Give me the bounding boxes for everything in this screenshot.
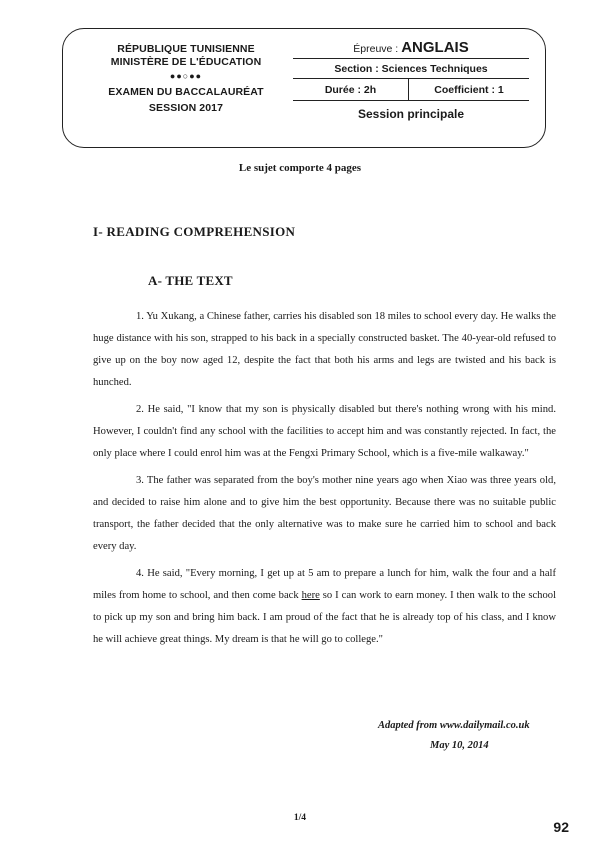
coefficient: Coefficient : 1 bbox=[434, 84, 504, 96]
pages-note: Le sujet comporte 4 pages bbox=[238, 162, 362, 174]
epreuve-subject: ANGLAIS bbox=[401, 39, 469, 56]
epreuve-row bbox=[293, 37, 529, 59]
duration-coefficient-row bbox=[293, 79, 529, 101]
country-name: RÉPUBLIQUE TUNISIENNE bbox=[117, 43, 255, 55]
exam-name: EXAMEN DU BACCALAURÉAT bbox=[108, 86, 264, 98]
session-type: Session principale bbox=[357, 107, 465, 121]
paragraph-4-part-1: 4. He said, "Every morning, I get up at 5 am to prepare a lunch for him, walk the four and a half miles from home to school, and then come back bbox=[93, 568, 556, 601]
section-title: I- READING COMPREHENSION bbox=[93, 224, 296, 239]
exam-header-box bbox=[62, 28, 546, 148]
page-number: 1/4 bbox=[293, 813, 307, 823]
corner-number: 92 bbox=[553, 819, 569, 835]
paragraph-4 bbox=[93, 563, 556, 651]
duration: Durée : 2h bbox=[293, 79, 409, 100]
paragraph-3: 3. The father was separated from the boy's mother nine years ago when Xiao was three years old, and decided to raise him alone and to give him the best opportunity. Because there was no suitable public transport, the father decided that the only alternative was to make sure he carried him to school and back every day. bbox=[93, 475, 556, 552]
epreuve-label: Épreuve : bbox=[353, 43, 399, 55]
separator-dots: ●●○●● bbox=[169, 71, 203, 81]
paragraph-4-part-2: so I can work to earn money. I then walk to the school to pick up my son and bring him back. I am proud of the fact that he is already top of his class, and I know he will achieve great things. My dream is that he will go to college." bbox=[93, 590, 557, 645]
text-source-date: May 10, 2014 bbox=[430, 740, 489, 751]
subsection-title: A- THE TEXT bbox=[148, 273, 233, 288]
header-exam-details bbox=[293, 37, 529, 127]
text-source: Adapted from www.dailymail.co.uk bbox=[378, 720, 530, 731]
header-institution-block bbox=[91, 43, 281, 115]
paragraph-2: 2. He said, "I know that my son is physically disabled but there's nothing wrong with his mind. However, I couldn't find any school with the facilities to accept him and was constantly rejected. In fact, the only place where I could enrol him was at the Fengxi Primary School, which is a five-mile walkaway." bbox=[93, 404, 556, 459]
ministry-name: MINISTÈRE DE L'ÉDUCATION bbox=[110, 56, 262, 68]
session-year: SESSION 2017 bbox=[148, 102, 224, 114]
section-row: Section : Sciences Techniques bbox=[293, 59, 529, 79]
reading-text bbox=[93, 306, 556, 656]
underlined-word-here: here bbox=[301, 590, 320, 601]
paragraph-1: 1. Yu Xukang, a Chinese father, carries his disabled son 18 miles to school every day. He walks the huge distance with his son, strapped to his back in a specially constructed basket. The 40-year-old refused to give up on the boy now aged 12, despite the fact that both his arms and legs are twisted and his back is hunched. bbox=[93, 311, 556, 388]
